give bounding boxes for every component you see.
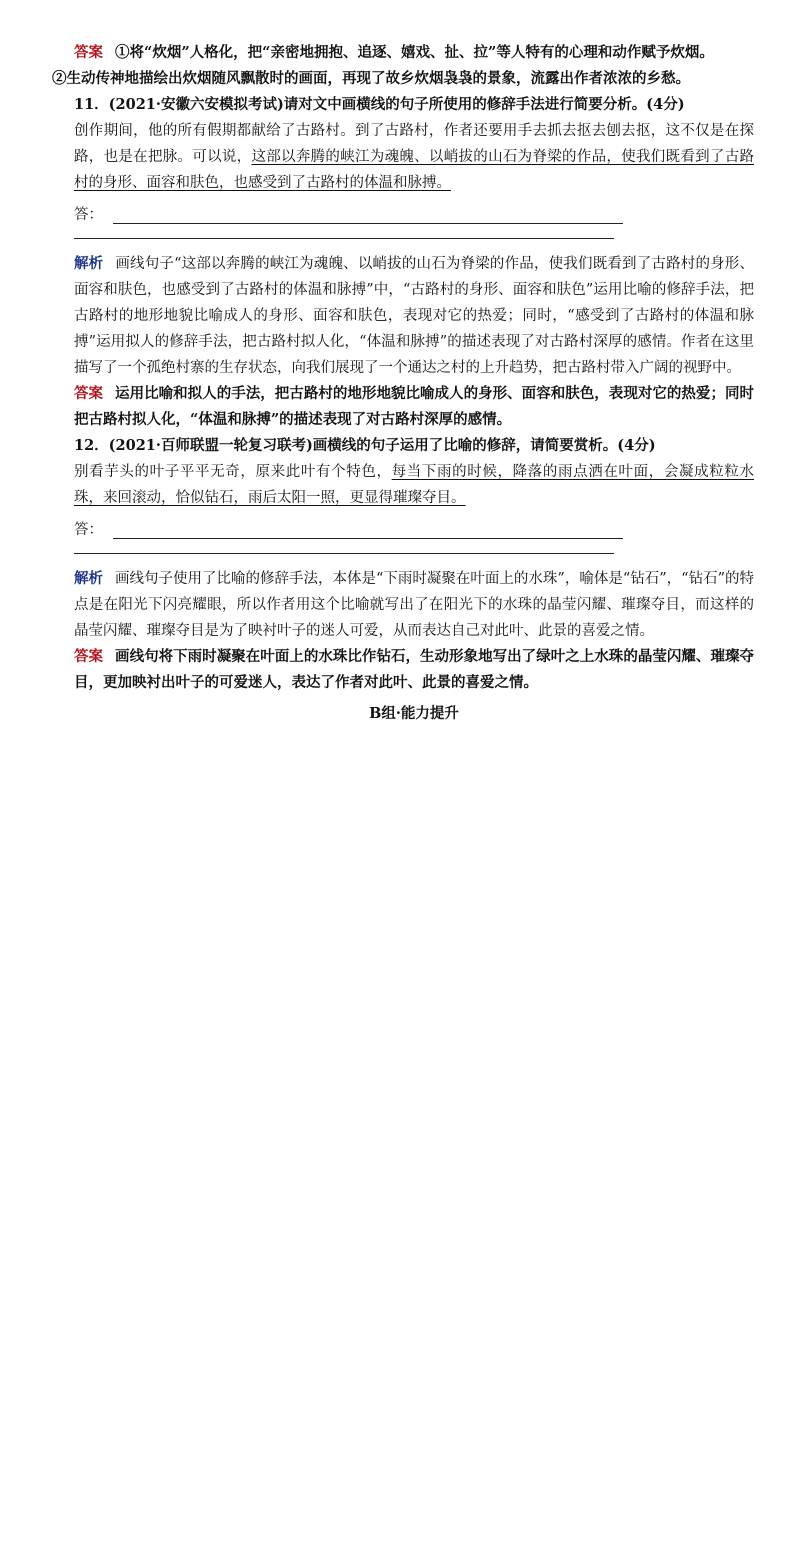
q10-answer [74,40,754,66]
document-page [52,40,755,723]
q11-analysis-text: 画线句子“这部以奔腾的峡江为魂魄、以峭拔的山石为脊梁的作品，使我们既看到了古路村的身形、面容和肤色，也感受到了古路村的体温和脉搏”中，“古路村的身形、面容和肤色”运用比喻的修辞手法，把古路村的地形地貌比喻成人的身形、面容和肤色，表现对它的热爱；同时，“感受到了古路村的体温和脉搏”运用拟人的修辞手法，把古路村拟人化，“体温和脉搏”的描述表现了对古路村深厚的感情。作者在这里描写了一个孤绝村寨的生存状态，向我们展现了一个通达之村的上升趋势，把古路村带入广阔的视野中。 [74,256,754,376]
q12-answer-line-2[interactable] [74,553,614,554]
q11-answer-label: 答： [74,207,103,223]
section-b-heading: B组·能力提升 [369,705,459,722]
answer-tag: 答案 [74,44,103,61]
q10-answer-line1: ①将“炊烟”人格化，把“亲密地拥抱、追逐、嬉戏、扯、拉”等人特有的心理和动作赋予炊烟。 [115,44,714,61]
analysis-tag: 解析 [74,255,104,272]
answer-tag: 答案 [74,648,104,665]
q11-analysis [74,251,754,381]
answer-tag: 答案 [74,385,104,402]
q12-answer-line[interactable] [113,520,623,539]
q11-passage [74,118,754,196]
q12-answer-field[interactable] [74,513,754,539]
q11-answer-field[interactable] [74,198,754,224]
q12-analysis-text: 画线句子使用了比喻的修辞手法，本体是“下雨时凝聚在叶面上的水珠”，喻体是“钻石”，“钻石”的特点是在阳光下闪亮耀眼，所以作者用这个比喻就写出了在阳光下的水珠的晶莹闪耀、璀璨夺目，而这样的晶莹闪耀、璀璨夺目是为了映衬叶子的迷人可爱，从而表达自己对此叶、此景的喜爱之情。 [74,571,755,639]
q11-answer-line-2[interactable] [74,238,614,239]
q11-underlined-sentence: 这部以奔腾的峡江为魂魄、以峭拔的山石为脊梁的作品，使我们既看到了古路村的身形、面容和肤色，也感受到了古路村的体温和脉搏。 [74,149,754,191]
q12-title: 12．(2021·百师联盟一轮复习联考)画横线的句子运用了比喻的修辞，请简要赏析。(4分) [74,437,656,454]
q12-answer [74,644,754,696]
analysis-tag: 解析 [74,570,104,587]
q11-passage-text: 创作期间，他的所有假期都献给了古路村。到了古路村，作者还要用手去抓去抠去刨去抠，这不仅是在探路，也是在把脉。可以说， [74,123,754,165]
q10-answer-line2: ②生动传神地描绘出炊烟随风飘散时的画面，再现了故乡炊烟袅袅的景象，流露出作者浓浓的乡愁。 [52,70,690,87]
q12-passage-text: 别看芋头的叶子平平无奇，原来此叶有个特色， [74,464,392,480]
q12-answer-label: 答： [74,522,103,538]
q12-analysis [74,566,754,644]
q12-passage [74,459,754,511]
q11-answer-line[interactable] [113,205,623,224]
q11-answer-text: 运用比喻和拟人的手法，把古路村的地形地貌比喻成人的身形、面容和肤色，表现对它的热爱；同时把古路村拟人化，“体温和脉搏”的描述表现了对古路村深厚的感情。 [74,385,754,428]
q12-answer-text: 画线句将下雨时凝聚在叶面上的水珠比作钻石，生动形象地写出了绿叶之上水珠的晶莹闪耀、璀璨夺目，更加映衬出叶子的可爱迷人，表达了作者对此叶、此景的喜爱之情。 [74,648,754,691]
q11-answer [74,381,754,433]
q12-underlined-sentence: 每当下雨的时候，降落的雨点洒在叶面，会凝成粒粒水珠，来回滚动，恰似钻石，雨后太阳一照，更显得璀璨夺目。 [74,464,754,506]
q11-title: 11．(2021·安徽六安模拟考试)请对文中画横线的句子所使用的修辞手法进行简要分析。(4分) [74,96,685,113]
